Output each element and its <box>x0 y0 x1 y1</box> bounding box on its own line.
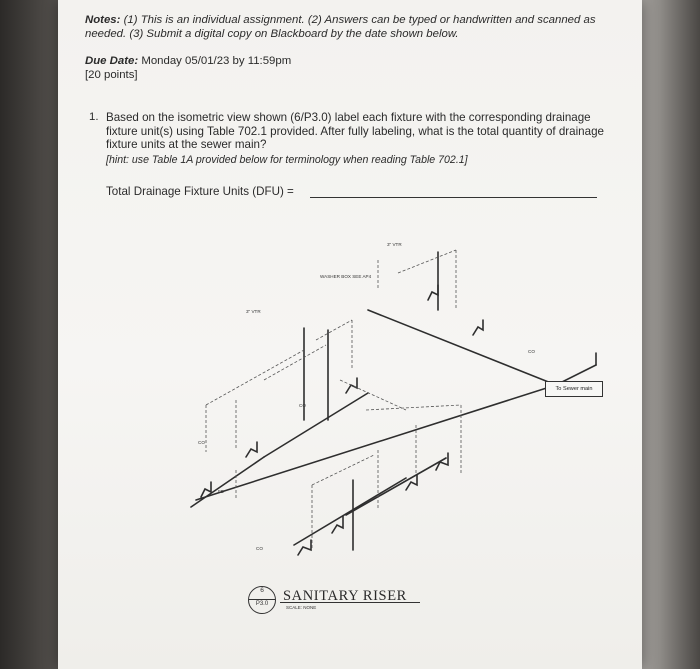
trap-4 <box>436 453 448 470</box>
drawing-title: SANITARY RISER <box>283 588 407 604</box>
detail-bubble <box>248 586 276 614</box>
notes-text: (1) This is an individual assignment. (2) Answers can be typed or handwritten and scanned as needed. (3) Submit a digital copy on Blackboard by the date shown below. <box>85 14 596 40</box>
notes-label: Notes: <box>85 14 121 26</box>
points-value: [20 points] <box>85 68 138 81</box>
vent-label-1: 3" VTR <box>387 242 402 247</box>
cleanout-label-3: CO <box>299 403 306 408</box>
upper-branch-pipe <box>368 310 556 385</box>
left-branch-pipe <box>264 393 368 457</box>
dfu-answer-label: Total Drainage Fixture Units (DFU) = <box>106 185 294 198</box>
trap-2 <box>473 320 483 335</box>
lower-branch-pipe-2 <box>346 458 446 515</box>
cleanout-label-2: CO <box>198 440 205 445</box>
due-date-value: Monday 05/01/23 by 11:59pm <box>138 55 292 67</box>
dfu-answer-line[interactable] <box>310 197 597 198</box>
question-text: Based on the isometric view shown (6/P3.0) label each fixture with the corresponding drainage fixture unit(s) using Table 702.1 provided. After fully labeling, what is the total quantity of drainage fixture units at the sewer main? <box>106 111 604 151</box>
lower-branch-pipe <box>294 478 406 545</box>
building-drain <box>196 385 556 500</box>
sheet-number: P3.0 <box>255 601 269 607</box>
vent-label-2: 3" VTR <box>246 309 261 314</box>
due-date-label: Due Date: <box>85 55 139 67</box>
cleanout-label-4: CO <box>256 546 263 551</box>
trap-1 <box>428 285 438 300</box>
washer-box-label: WASHER BOX SEE AP4 <box>320 274 372 279</box>
due-date-block <box>85 55 565 82</box>
question-number: 1. <box>89 111 99 123</box>
detail-number: 6 <box>260 587 264 594</box>
trap-8 <box>246 442 257 457</box>
question-hint: [hint: use Table 1A provided below for terminology when reading Table 702.1] <box>106 154 468 166</box>
sewer-main-label: To Sewer main <box>545 381 603 397</box>
document-page <box>58 0 642 669</box>
notes-paragraph <box>85 14 605 41</box>
title-underline <box>280 602 420 603</box>
drawing-scale: SCALE: NONE <box>286 605 317 610</box>
cleanout-label: CO <box>528 349 535 354</box>
floor-drain-label: FD <box>218 489 225 494</box>
sanitary-riser-isometric <box>116 220 700 620</box>
